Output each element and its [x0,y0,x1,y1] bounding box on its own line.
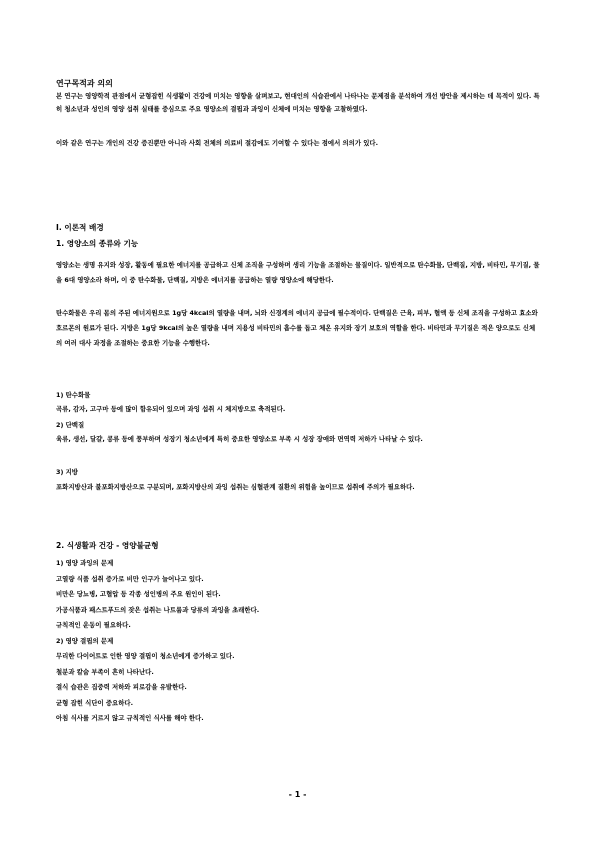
item-fat-text: 포화지방산과 불포화지방산으로 구분되며, 포화지방산의 과잉 섭취는 심혈관계 질환의 위험을 높이므로 섭취에 주의가 필요하다. [56,483,415,491]
section-2-line: 아침 식사를 거르지 않고 규칙적인 식사를 해야 한다. [56,714,204,722]
item-protein-label: 2) 단백질 [56,421,85,429]
item-carbohydrate-label: 1) 탄수화물 [56,391,91,399]
page-number: - 1 - [288,790,307,799]
section-2-line: 철분과 칼슘 부족이 흔히 나타난다. [56,667,154,676]
intro-heading: 연구목적과 의의 [56,79,113,88]
section-2-line: 가공식품과 패스트푸드의 잦은 섭취는 나트륨과 당류의 과잉을 초래한다. [56,605,260,614]
section-2-line: 결식 습관은 집중력 저하와 피로감을 유발한다. [56,683,187,691]
section-2-line: 무리한 다이어트로 인한 영양 결핍이 청소년에게 증가하고 있다. [56,652,235,660]
section-2-list [56,556,540,727]
intro-paragraph-2: 이와 같은 연구는 개인의 건강 증진뿐만 아니라 사회 전체의 의료비 절감에도 기여할 수 있다는 점에서 의의가 있다. [56,139,378,147]
section-2-line: 고열량 식품 섭취 증가로 비만 인구가 늘어나고 있다. [56,574,204,583]
section-2-subheading: 2. 식생활과 건강 - 영양불균형 [56,541,159,550]
item-carbohydrate-text: 곡류, 감자, 고구마 등에 많이 함유되어 있으며 과잉 섭취 시 체지방으로 축적된다. [56,405,286,413]
section-2-line: 비만은 당뇨병, 고혈압 등 각종 성인병의 주요 원인이 된다. [56,590,221,598]
section-1-paragraph-1: 영양소는 생명 유지와 성장, 활동에 필요한 에너지를 공급하고 신체 조직을 구성하며 생리 기능을 조절하는 물질이다. 일반적으로 탄수화물, 단백질, 지방, 비타민, 무기질, 물을 6대 영양소라 하며, 이 중 탄수화물, 단백질, 지방은 에너지를 공급하는 열량 영양소에 해당한다. [56,261,540,284]
intro-paragraph-1: 본 연구는 영양학적 관점에서 균형잡힌 식생활이 건강에 미치는 영향을 살펴보고, 현대인의 식습관에서 나타나는 문제점을 분석하여 개선 방안을 제시하는 데 목적이 있다. 특히 청소년과 성인의 영양 섭취 실태를 중심으로 주요 영양소의 결핍과 과잉이 신체에 미치는 영향을 고찰하였다. [56,92,540,113]
item-protein-text: 육류, 생선, 달걀, 콩류 등에 풍부하며 성장기 청소년에게 특히 중요한 영양소로 부족 시 성장 장애와 면역력 저하가 나타날 수 있다. [56,435,423,443]
section-2-line: 규칙적인 운동이 필요하다. [56,621,131,629]
section-2-line: 균형 잡힌 식단이 중요하다. [56,698,134,707]
section-2-line: 2) 영양 결핍의 문제 [56,636,114,645]
section-1-paragraph-2: 탄수화물은 우리 몸의 주된 에너지원으로 1g당 4kcal의 열량을 내며, 뇌와 신경계의 에너지 공급에 필수적이다. 단백질은 근육, 피부, 혈액 등 신체 조직을 구성하고 효소와 호르몬의 원료가 된다. 지방은 1g당 9kcal의 높은 열량을 내며 지용성 비타민의 흡수를 돕고 체온 유지와 장기 보호의 역할을 한다. 비타민과 무기질은 적은 양으로도 신체의 여러 대사 과정을 조절하는 중요한 기능을 수행한다. [56,309,538,347]
section-1-subheading: 1. 영양소의 종류와 기능 [56,239,139,248]
section-1-title: Ⅰ. 이론적 배경 [56,223,104,232]
item-fat-label: 3) 지방 [56,468,78,476]
section-2-line: 1) 영양 과잉의 문제 [56,559,114,567]
